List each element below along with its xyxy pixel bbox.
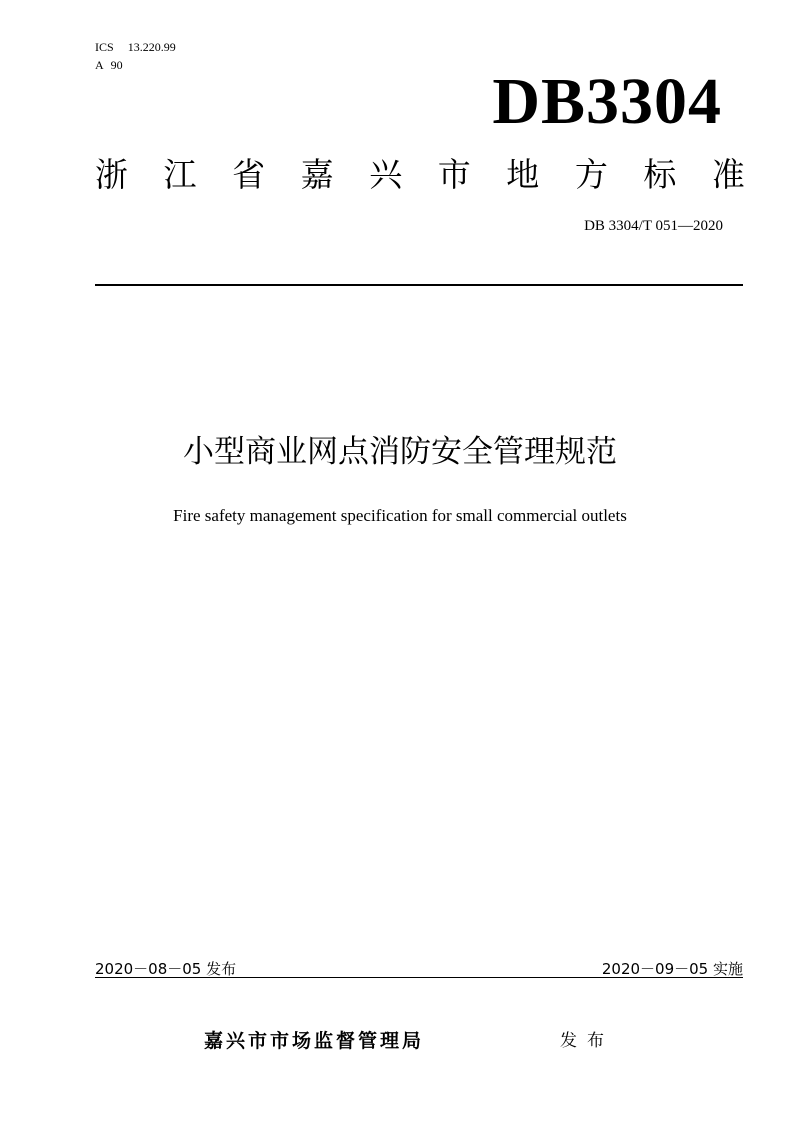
- standard-type-char: 嘉: [300, 155, 334, 194]
- document-title-chinese: 小型商业网点消防安全管理规范: [183, 434, 617, 470]
- publish-label: 发布: [560, 1031, 614, 1051]
- ccs-code: 90: [110, 58, 123, 72]
- issue-date: 2020－08－05 发布: [95, 960, 237, 978]
- standard-code: DB3304: [492, 65, 722, 138]
- standard-type-char: 市: [437, 155, 471, 194]
- standard-type-char: 方: [574, 155, 608, 194]
- standard-type-char: 浙: [95, 155, 128, 194]
- standard-type-char: 准: [711, 155, 745, 194]
- standard-type-char: 省: [232, 155, 266, 194]
- standard-number: DB 3304/T 051—2020: [584, 218, 723, 234]
- implementation-date: 2020－09－05 实施: [601, 960, 743, 978]
- header-divider: [95, 284, 743, 286]
- ccs-classification: [95, 58, 123, 72]
- ccs-label: A: [95, 58, 104, 72]
- standard-type: [95, 155, 745, 195]
- standard-type-char: 兴: [369, 155, 403, 194]
- document-title-english: Fire safety management specification for small commercial outlets: [173, 506, 627, 525]
- standard-type-char: 地: [506, 155, 540, 194]
- ics-code: 13.220.99: [127, 40, 176, 54]
- ics-label: ICS: [95, 40, 114, 54]
- ics-classification: [95, 40, 176, 54]
- footer-divider: [95, 977, 743, 978]
- standard-type-char: 标: [643, 155, 677, 194]
- standard-type-char: 江: [163, 155, 197, 194]
- issuing-authority: 嘉兴市市场监督管理局: [204, 1030, 425, 1052]
